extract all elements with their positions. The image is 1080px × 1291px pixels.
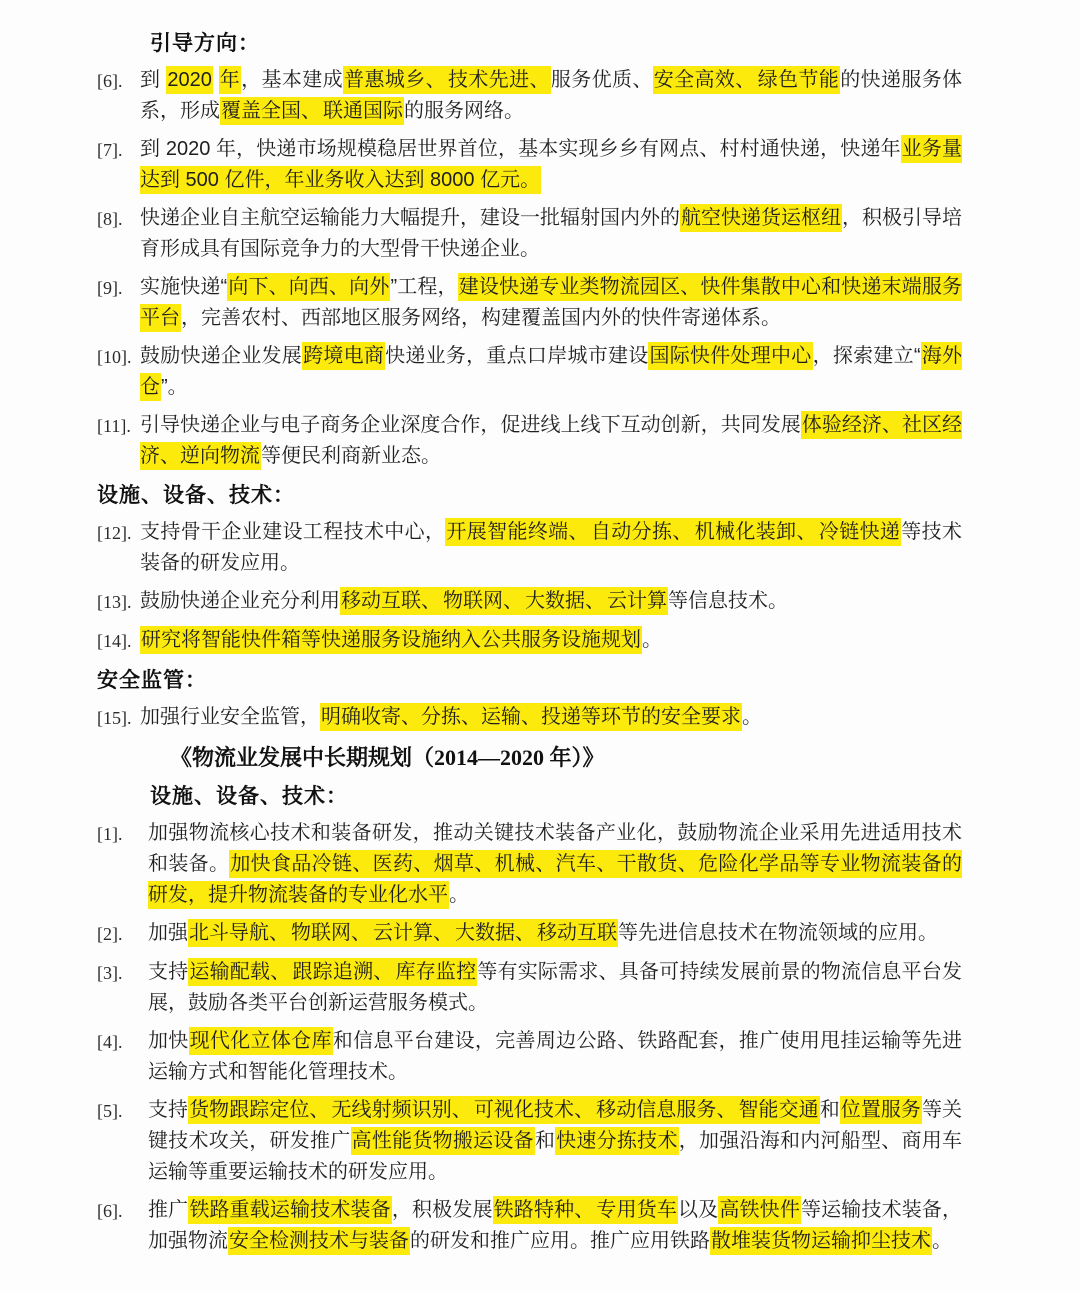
text-run: 和 <box>819 1099 840 1121</box>
highlighted-text: 北斗导航、 <box>188 919 290 947</box>
text-run: 到 <box>140 69 167 91</box>
highlighted-text: 高性能货物搬运设备 <box>351 1127 535 1155</box>
highlighted-text: 移动互联、 <box>340 587 442 615</box>
highlighted-text: 专用货车 <box>595 1196 678 1224</box>
highlighted-text: 2020 <box>166 66 213 94</box>
text-run: 加强 <box>148 922 188 944</box>
section-heading: 引导方向： <box>150 32 260 55</box>
item-text <box>140 203 962 265</box>
highlighted-text: 建设快递专业类物流园区、快件集散中心和快递末端服务平台 <box>140 273 962 332</box>
highlighted-text: 普惠城乡、 <box>343 66 447 94</box>
text-run: 鼓励快递企业发展 <box>140 345 303 367</box>
text-run: 快递企业自主航空运输能力大幅提升，建设一批辐射国内外的 <box>140 207 680 229</box>
text-run: 实施快递“ <box>140 276 228 298</box>
item-number: [11]. <box>97 416 131 436</box>
list-item <box>97 341 962 403</box>
highlighted-text: 业务量达到 500 亿件，年业务收入达到 8000 亿元。 <box>140 135 962 194</box>
item-text <box>140 702 962 733</box>
text-run: 支持骨干企业建设工程技术中心， <box>140 521 446 543</box>
highlighted-text: 物联网、 <box>290 919 372 947</box>
item-number: [3]. <box>97 963 123 983</box>
text-run: ”工程， <box>390 276 458 298</box>
item-number: [14]. <box>97 631 132 651</box>
text-run: 支持 <box>148 961 189 983</box>
text-run: ，探索建立“ <box>812 345 921 367</box>
text-run: 。 <box>449 884 469 906</box>
highlighted-text: 无线射频识别、 <box>330 1096 472 1124</box>
item-number: [8]. <box>97 209 123 229</box>
highlighted-text: 向下、向西、向外 <box>227 273 390 301</box>
highlighted-text: 海外仓 <box>140 342 962 401</box>
list-item <box>97 957 962 1019</box>
section-heading: 安全监管： <box>97 669 207 692</box>
item-text <box>148 957 962 1019</box>
text-run: 等有实际需求、具备可持续发展前景的物流信息平台发展，鼓励各类平台创新运营服务模式。 <box>148 961 963 1014</box>
highlighted-text: 冷链快递 <box>818 518 901 546</box>
list-item <box>97 65 962 127</box>
item-number: [7]. <box>97 140 123 160</box>
item-text <box>140 625 962 656</box>
highlighted-text: 跨境电商 <box>302 342 385 370</box>
highlighted-text: 加快食品冷链、医药、烟草、机械、汽车、干散货、危险化学品等专业物流装备的研发，提升物流装备的专业化水平 <box>148 850 962 909</box>
text-run: ，完善农村、西部地区服务网络，构建覆盖国内外的快件寄递体系。 <box>181 307 781 329</box>
text-run: 的研发和推广应用。推广应用铁路 <box>410 1230 710 1252</box>
highlighted-text: 散堆装货物运输抑尘技术 <box>710 1227 932 1255</box>
text-run: 等便民利商新业态。 <box>261 445 441 467</box>
text-run: 加快 <box>148 1030 189 1052</box>
item-text <box>140 65 962 127</box>
item-number: [2]. <box>97 924 123 944</box>
list-item <box>97 203 962 265</box>
item-text <box>148 918 962 949</box>
highlighted-text: 跟踪追溯、 <box>291 958 394 986</box>
item-text <box>140 586 962 617</box>
text-run: 支持 <box>148 1099 189 1121</box>
highlighted-text: 明确收寄、分拣、运输、投递等环节的安全要求 <box>320 703 742 731</box>
text-run: ，基本建成 <box>241 69 344 91</box>
list-item <box>97 586 962 618</box>
highlighted-text: 国际快件处理中心 <box>648 342 812 370</box>
highlighted-text: 移动互联 <box>536 919 618 947</box>
text-run: 等信息技术。 <box>668 590 788 612</box>
list-item <box>97 918 962 950</box>
highlighted-text: 移动信息服务、 <box>595 1096 737 1124</box>
item-number: [10]. <box>97 347 132 367</box>
item-text <box>140 517 962 579</box>
text-run: 等运输技术装备，加强物流 <box>148 1199 963 1252</box>
highlighted-text: 安全高效、 <box>653 66 757 94</box>
highlighted-text: 自动分拣、 <box>590 518 694 546</box>
text-run: 等先进信息技术在物流领域的应用。 <box>618 922 938 944</box>
text-run: ，积极引导培育形成具有国际竞争力的大型骨干快递企业。 <box>140 207 962 260</box>
text-run: ，加强沿海和内河船型、商用车运输等重要运输技术的研发应用。 <box>148 1130 963 1183</box>
text-run: 。 <box>932 1230 952 1252</box>
highlighted-text: 可视化技术、 <box>473 1096 595 1124</box>
text-run: 和信息平台建设，完善周边公路、铁路配套，推广使用甩挂运输等先进运输方式和智能化管理技术。 <box>148 1030 963 1083</box>
text-run: 。 <box>642 629 662 651</box>
section-heading: 《物流业发展中长期规划（2014—2020 年）》 <box>170 745 605 770</box>
text-run: ，积极发展 <box>391 1199 493 1221</box>
highlighted-text: 运输配载、 <box>188 958 291 986</box>
highlighted-text: 年 <box>219 66 241 94</box>
text-run: 以及 <box>678 1199 719 1221</box>
item-number: [6]. <box>97 71 123 91</box>
list-item <box>97 625 962 657</box>
highlighted-text: 物联网、 <box>442 587 524 615</box>
list-item <box>97 702 962 734</box>
list-item <box>97 1195 962 1257</box>
text-run: 等技术装备的研发应用。 <box>140 521 963 574</box>
highlighted-text: 技术先进、 <box>447 66 551 94</box>
highlighted-text: 货物跟踪定位、 <box>188 1096 330 1124</box>
highlighted-text: 铁路特种、 <box>493 1196 596 1224</box>
list-item <box>97 1026 962 1088</box>
highlighted-text: 现代化立体仓库 <box>189 1027 333 1055</box>
text-run: 等关键技术攻关，研发推广 <box>148 1099 963 1152</box>
highlighted-text: 体验经济、社区经济、逆向物流 <box>140 411 962 470</box>
item-text <box>140 134 962 196</box>
text-run: 的服务网络。 <box>404 100 524 122</box>
highlighted-text: 高铁快件 <box>718 1196 801 1224</box>
highlighted-text: 航空快递货运枢纽 <box>680 204 842 232</box>
item-text <box>148 1195 962 1257</box>
highlighted-text: 位置服务 <box>840 1096 922 1124</box>
list-item <box>97 410 962 472</box>
highlighted-text: 云计算 <box>606 587 668 615</box>
text-run: 和 <box>534 1130 556 1152</box>
highlighted-text: 覆盖全国、 <box>220 97 322 125</box>
highlighted-text: 联通国际 <box>322 97 404 125</box>
highlighted-text: 铁路重载运输技术装备 <box>188 1196 392 1224</box>
text-run: 鼓励快递企业充分利用 <box>140 590 340 612</box>
text-run: ”。 <box>161 376 188 398</box>
item-number: [6]. <box>97 1201 123 1221</box>
highlighted-text: 开展智能终端、 <box>445 518 590 546</box>
item-number: [13]. <box>97 592 132 612</box>
item-text <box>140 341 962 403</box>
text-run: 快递业务，重点口岸城市建设 <box>385 345 649 367</box>
highlighted-text: 机械化装卸、 <box>694 518 818 546</box>
item-text <box>140 272 962 334</box>
list-item <box>97 517 962 579</box>
item-text <box>148 1095 962 1188</box>
text-run <box>213 69 219 91</box>
highlighted-text: 云计算、 <box>372 919 454 947</box>
list-item <box>97 272 962 334</box>
text-run: 引导快递企业与电子商务企业深度合作，促进线上线下互动创新，共同发展 <box>140 414 801 436</box>
highlighted-text: 智能交通 <box>738 1096 820 1124</box>
section-heading: 设施、设备、技术： <box>150 785 348 808</box>
highlighted-text: 大数据、 <box>524 587 606 615</box>
list-item <box>97 818 962 911</box>
highlighted-text: 快速分拣技术 <box>555 1127 679 1155</box>
highlighted-text: 绿色节能 <box>757 66 841 94</box>
section-heading: 设施、设备、技术： <box>97 484 295 507</box>
highlighted-text: 研究将智能快件箱等快递服务设施纳入公共服务设施规划 <box>140 626 642 654</box>
text-run: 加强行业安全监管， <box>140 706 320 728</box>
item-text <box>140 410 962 472</box>
item-number: [15]. <box>97 708 132 728</box>
item-text <box>148 1026 962 1088</box>
highlighted-text: 库存监控 <box>394 958 477 986</box>
item-number: [1]. <box>97 824 123 844</box>
text-run: 加强物流核心技术和装备研发，推动关键技术装备产业化，鼓励物流企业采用先进适用技术和装备。 <box>148 822 962 875</box>
item-number: [5]. <box>97 1101 123 1121</box>
highlighted-text: 大数据、 <box>454 919 536 947</box>
text-run: 。 <box>742 706 762 728</box>
highlighted-text: 安全检测技术与装备 <box>228 1227 410 1255</box>
item-text <box>148 818 962 911</box>
text-run: 到 2020 年，快递市场规模稳居世界首位，基本实现乡乡有网点、村村通快递，快递年 <box>140 138 901 160</box>
list-item <box>97 1095 962 1188</box>
item-number: [4]. <box>97 1032 123 1052</box>
item-number: [9]. <box>97 278 123 298</box>
text-run: 的快递服务体系，形成 <box>140 69 963 122</box>
item-number: [12]. <box>97 523 132 543</box>
list-item <box>97 134 962 196</box>
text-run: 服务优质、 <box>550 69 653 91</box>
text-run: 推广 <box>148 1199 189 1221</box>
